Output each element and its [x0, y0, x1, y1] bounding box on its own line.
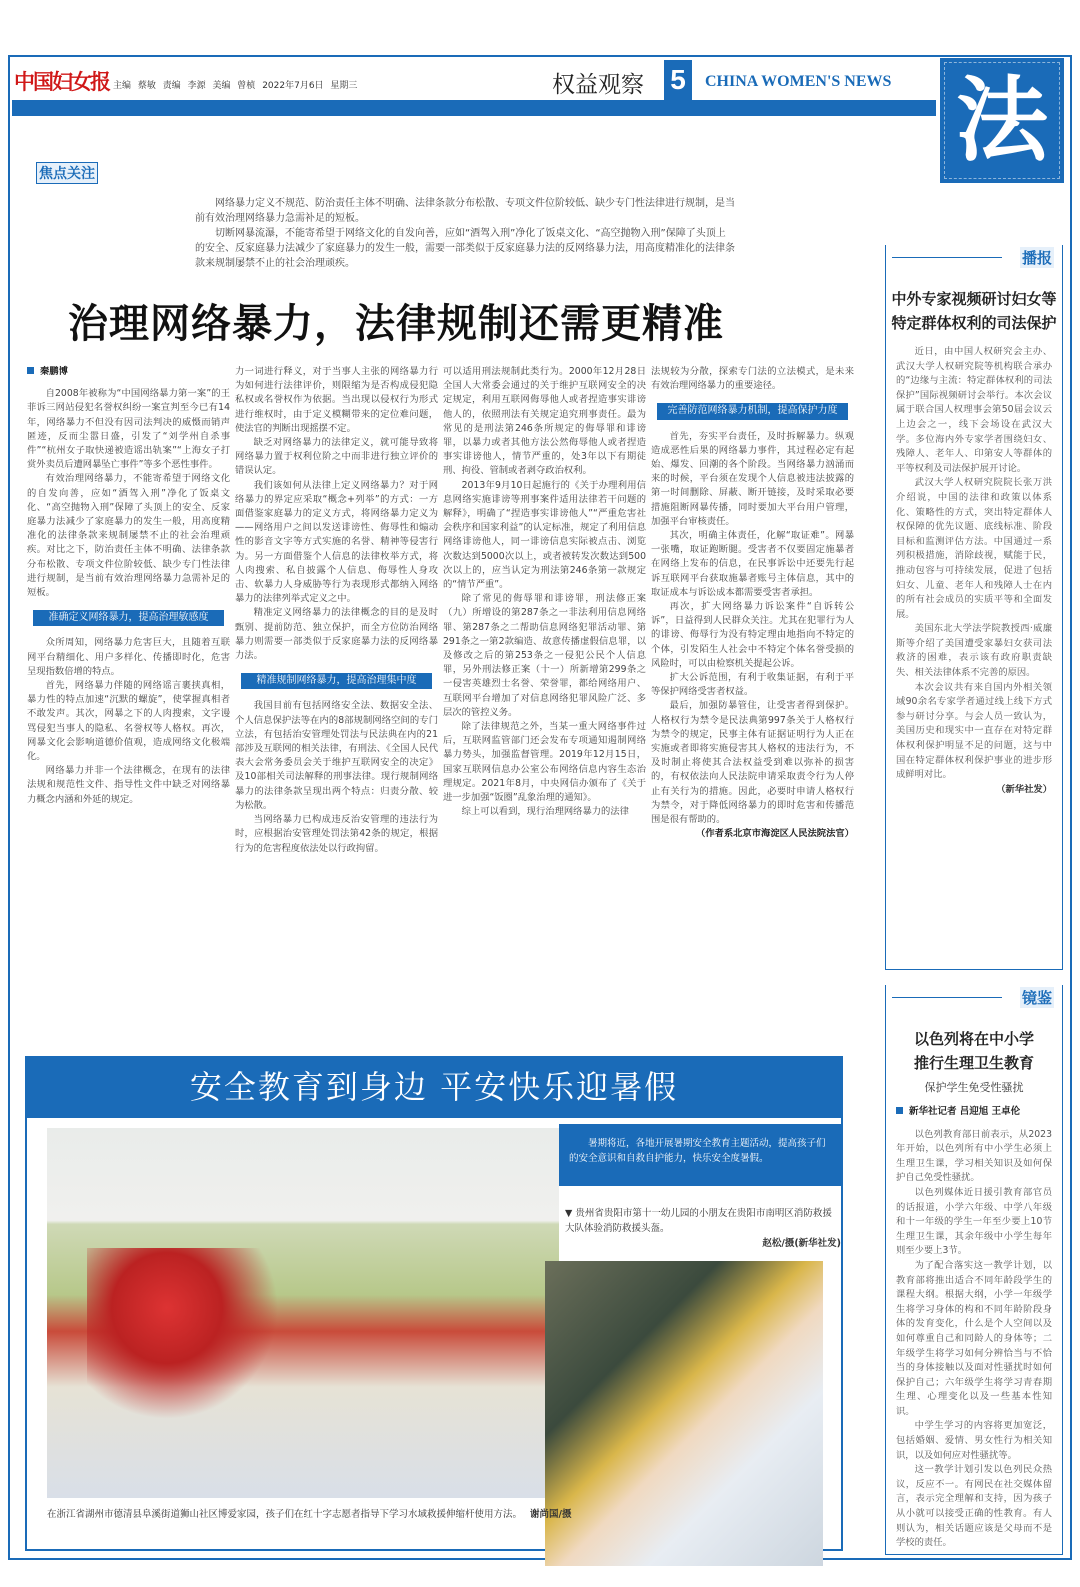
- date: 2022年7月6日: [262, 81, 324, 91]
- photo-rescue-pole-training: [47, 1128, 559, 1498]
- photo1-caption: [47, 1506, 572, 1520]
- paragraph: 本次会议共有来自国内外相关领域90余名专家学者通过线上线下方式参与研讨分享。与会人员一致认为，美国历史和现实中一直存在对特定群体权利保护明显不足的问题，这与中国在特定群体权利保护事业的进步形成鲜明对比。: [896, 681, 1052, 781]
- paragraph: 综上可以看到，现行治理网络暴力的法律: [461, 806, 629, 818]
- paragraph: 武汉大学人权研究院院长张万洪介绍说，中国的法律和政策以体系化、策略性的方式，突出特定群体人权保障的优先议题、底线标准、阶段目标和监测评估方法。中国通过一系列积极措施，消除歧视，赋能于民，推动包容与可持续发展，促进了包括妇女、儿童、老年人和残障人士在内的所有社会成员的实质平等和全面发展。: [896, 477, 1052, 620]
- newspaper-logo: 中国妇女报: [14, 69, 109, 94]
- article-column-2: [235, 365, 438, 1020]
- title-line: 中外专家视频研讨妇女等: [891, 290, 1057, 308]
- brief-body: [886, 335, 1062, 797]
- paragraph: 自2008年被称为“中国网络暴力第一案”的王菲诉三网站侵犯名誉权纠纷一案宣判至今已有14年，网络暴力不但没有因司法判决的威慑而销声匿迹，反而尘嚣日盛，引发了“刘学州自杀事件”“杭州女子取快递被造谣出轨案”“上海女子打赏外卖员后遭网暴坠亡事件”等多个恶性事件。: [27, 388, 230, 471]
- author: 新华社记者 吕迎旭 王卓伦: [896, 1105, 1052, 1120]
- intro-text: 暑期将近，各地开展暑期安全教育主题活动，提高孩子们的安全意识和自救自护能力，快乐安全度暑假。: [569, 1138, 826, 1164]
- caption-text: ▼ 贵州省贵阳市第十一幼儿园的小朋友在贵阳市南明区消防救援大队体验消防救援头盔。: [565, 1208, 832, 1234]
- paragraph: 缺乏对网络暴力的法律定义，就可能导致将网络暴力置于权利位阶之中而非进行独立评价的错误认定。: [235, 437, 438, 477]
- paragraph: 最后，加强防暴管住，让受害者得到保护。人格权行为禁令是民法典第997条关于人格权行为禁令的规定，民事主体有证据证明行为人正在实施或者即将实施侵害其人格权的违法行为，不及时制止将使其合法权益受到难以弥补的损害的，有权依法向人民法院申请采取责令行为人停止有关行为的措施。因此，必要时申请人格权行为禁令，对于降低网络暴力的即时危害和传播范围是很有帮助的。: [651, 700, 854, 826]
- title-line: 特定群体权利的司法保护: [891, 314, 1057, 332]
- paragraph: 我们该如何从法律上定义网络暴力？对于网络暴力的界定应采取“概念+列举”的方式：一方面借鉴家庭暴力的定义方式，将网络暴力定义为——网络用户之间以发送诽谤性、侮辱性和煽动性的影音文字等方式实施的名誉、精神等侵害行为。另一方面借鉴个人信息的法律枚举方式，将人肉搜索、私自披露个人信息、侮辱性人身攻击、软暴力人身威胁等行为表现形式都纳入网络暴力的法律列举式定义之中。: [235, 479, 438, 605]
- paragraph: 首先，夯实平台责任，及时拆解暴力。纵观造成恶性后果的网络暴力事件，其过程必定有起始、爆发、回潮的各个阶段。当网络暴力汹涌而来的时候，平台须在发现个人信息被违法披露的第一时间删除、屏蔽、断开链接，及时采取必要措施阻断网暴传播，同时要加大平台用户管理，加强平台审核责任。: [651, 430, 854, 527]
- mirror-subtitle: 保护学生免受性骚扰: [924, 1081, 1024, 1094]
- photo2-caption: [565, 1206, 841, 1251]
- sidebar-brief: [885, 245, 1063, 970]
- paragraph: 力一词进行释义，对于当事人主张的网络暴力行为如何进行法律评价，则限缩为是否构成侵犯隐私权或名誉权作为依据。当出现以侵权行为形式进行维权时，由于定义模糊带来的定位难问题，使法官的判断出现摇摆不定。: [235, 366, 438, 434]
- divider: [892, 997, 1002, 998]
- masthead-meta: [113, 78, 357, 91]
- paragraph: 除了常见的侮辱罪和诽谤罪，刑法修正案（九）所增设的第287条之一非法利用信息网络罪、第287条之二帮助信息网络犯罪活动罪、第291条之一第2款编造、故意传播虚假信息罪，以及修改之后的第253条之一侵犯公民个人信息罪，另外刑法修正案（十一）所新增第299条之一侵害英雄烈士名誉、荣誉罪，都给网络用户、互联网平台增加了对信息网络犯罪风险广泛、多层次的管控义务。: [443, 593, 646, 718]
- paragraph: 众所周知，网络暴力危害巨大，且随着互联网平台精细化、用户多样化、传播即时化，危害呈现指数倍增的特点。: [27, 637, 230, 677]
- brief-label: 播报: [1021, 249, 1052, 267]
- paragraph: 中学生学习的内容将更加宽泛，包括婚姻、爱情、男女性行为相关知识，以及如何应对性骚扰等。: [896, 1420, 1052, 1461]
- paragraph: 我国目前有包括网络安全法、数据安全法、个人信息保护法等在内的8部规制网络空间的专门立法，有包括治安管理处罚法与民法典在内的21部涉及互联网的相关法律，有刑法、《全国人民代表大会常务委员会关于维护互联网安全的决定》及10部相关司法解释的刑事法律。现行规制网络暴力的法律条款呈现出两个特点：归责分散、较为松散。: [235, 700, 438, 811]
- lead-summary: [195, 196, 735, 271]
- paragraph: 首先，网络暴力伴随的网络谣言裹挟真相，暴力性的特点加速“沉默的螺旋”，使掌握真相者不敢发声。其次，网暴之下的人肉搜索，文字谩骂侵犯当事人的隐私、名誉权等人格权。再次，网暴文化会影响道德价值观，造成网络文化极端化。: [27, 680, 230, 763]
- article-column-4: [651, 365, 854, 1035]
- section-title: 权益观察: [552, 72, 644, 98]
- subheading: 准确定义网络暴力，提高治理敏感度: [33, 610, 224, 626]
- focus-tag: 焦点关注: [36, 162, 98, 184]
- credit: （新华社发）: [996, 783, 1052, 795]
- article-column-1: [27, 365, 230, 1020]
- page-number: 5: [664, 60, 692, 100]
- paragraph: 网络暴力并非一个法律概念，在现有的法律法规和规范性文件、指导性文件中缺乏对网络暴力概念内涵和外延的规定。: [27, 765, 230, 805]
- subheading: 精准规制网络暴力，提高治理集中度: [241, 673, 432, 689]
- title-line: 以色列将在中小学: [913, 1030, 1034, 1048]
- photo-credit: 谢尚国/摄: [530, 1509, 572, 1520]
- author-byline: （作者系北京市海淀区人民法院法官）: [695, 828, 854, 840]
- title-line: 推行生理卫生教育: [913, 1054, 1034, 1072]
- main-headline: 治理网络暴力，法律规制还需更精准: [68, 300, 724, 347]
- brief-title: [886, 287, 1062, 335]
- paragraph: 扩大公诉范围，有利于收集证据，有利于平等保护网络受害者权益。: [651, 672, 854, 698]
- caption-text: 在浙江省湖州市德清县阜溪街道狮山社区博爱家园，孩子们在红十字志愿者指导下学习水域救援伸缩杆使用方法。: [47, 1509, 523, 1520]
- section-char-badge: 法: [940, 58, 1064, 183]
- editors: 主编 蔡敏 责编 李源 美编 曾桢: [113, 81, 256, 91]
- paragraph: 有效治理网络暴力，不能寄希望于网络文化的自发向善，应如“酒驾入刑”净化了饭桌文化、“高空抛物入刑”保障了头顶上的安全、反家庭暴力法减少了家庭暴力的发生一般，用高度精准化的法律条款来规制屡禁不止的社会治理顽疾。对比之下，防治责任主体不明确、法律条款分布松散、专项文件位阶较低、缺少专门性法律进行规制，是当前有效治理网络暴力急需补足的短板。: [27, 473, 230, 599]
- paragraph: 可以适用刑法规制此类行为。2000年12月28日全国人大常委会通过的关于维护互联网安全的决定规定，利用互联网侮辱他人或者捏造事实诽谤他人的，依照刑法有关规定追究刑事责任。最为常见的是刑法第246条所规定的侮辱罪和诽谤罪，以暴力或者其他方法公然侮辱他人或者捏造事实诽谤他人，情节严重的，处3年以下有期徒刑、拘役、管制或者剥夺政治权利。: [443, 366, 646, 477]
- paragraph: 当网络暴力已构成违反治安管理的违法行为时，应根据治安管理处罚法第42条的规定，根据行为的危害程度依法处以行政拘留。: [235, 814, 438, 854]
- lead-paragraph: 网络暴力定义不规范、防治责任主体不明确、法律条款分布松散、专项文件位阶较低、缺少专门性法律进行规制，是当前有效治理网络暴力急需补足的短板。: [195, 198, 735, 224]
- paragraph: 除了法律规范之外，当某一重大网络事件过后，互联网监管部门还会发布专项通知遏制网络暴力势头，加强监督管理。2019年12月15日，国家互联网信息办公室公布网络信息内容生态治理规定。2021年8月，中央网信办颁布了《关于进一步加强“饭圈”乱象治理的通知》。: [443, 721, 646, 804]
- feature-title: 安全教育到身边 平安快乐迎暑假: [27, 1056, 841, 1118]
- paragraph: 美国东北大学法学院教授西·威廉斯等介绍了美国遭受家暴妇女获司法救济的困难，表示该有政府职责缺失、相关法律体系不完善的原因。: [896, 623, 1052, 679]
- article-column-3: [443, 365, 646, 1020]
- paragraph: 法规较为分散，探索专门法的立法模式，是未来有效治理网络暴力的重要途径。: [651, 366, 854, 392]
- english-title: CHINA WOMEN'S NEWS: [705, 73, 892, 90]
- photo-feature: [25, 1056, 843, 1551]
- paragraph: 精准定义网络暴力的法律概念的目的是及时甄别、提前防范、独立保护，而全方位防治网络暴力则需要一部类似于反家庭暴力法的反网络暴力法。: [235, 607, 438, 662]
- sidebar-mirror: [885, 985, 1063, 1555]
- photo-fire-helmet-child: [545, 1261, 823, 1566]
- author: 秦鹏博: [27, 365, 230, 379]
- paragraph: 以色列教育部日前表示，从2023年开始，以色列所有中小学生必须上生理卫生课，学习相关知识及如何保护自己免受性骚扰。: [896, 1128, 1052, 1184]
- mirror-label: 镜鉴: [1021, 989, 1052, 1007]
- paragraph: 以色列媒体近日援引教育部官员的话报道，小学六年级、中学八年级和十一年级的学生一年至少要上10节生理卫生课，其余年级中小学生每年则至少要上3节。: [896, 1186, 1052, 1257]
- paragraph: 这一教学计划引发以色列民众热议，反应不一。有网民在社交媒体留言，表示完全理解和支持，因为孩子从小就可以接受正确的性教育。有人则认为，相关话题应该是父母而不是学校的责任。: [896, 1464, 1052, 1549]
- weekday: 星期三: [330, 81, 358, 91]
- paragraph: 其次，明确主体责任，化解“取证难”。网暴一张嘴，取证跑断腿。受害者不仅要固定施暴者在网络上发布的信息，在民事诉讼中还要先行起诉互联网平台获取施暴者账号主体信息，其中的取证成本与诉讼成本都需要受害者承担。: [651, 530, 854, 598]
- photo-credit: 赵松/摄(新华社发): [762, 1238, 841, 1249]
- paragraph: 2013年9月10日起施行的《关于办理利用信息网络实施诽谤等刑事案件适用法律若干问题的解释》，明确了“捏造事实诽谤他人”“严重危害社会秩序和国家利益”的认定标准，规定了利用信息网络诽谤他人，同一诽谤信息实际被点击、浏览次数达到5000次以上，或者被转发次数达到500次以上的，应当认定为刑法第246条第一款规定的“情节严重”。: [443, 479, 646, 591]
- mirror-body: [886, 1095, 1062, 1551]
- feature-intro: [559, 1124, 841, 1186]
- mirror-title: [886, 1027, 1062, 1075]
- masthead-band: [12, 100, 936, 116]
- paragraph: 近日，由中国人权研究会主办、武汉大学人权研究院等机构联合承办的“边缘与主流：特定群体权利的司法保护”国际视频研讨会举行。本次会议属于联合国人权理事会第50届会议云上边会之一，线下会场设在武汉大学。多位海内外专家学者围绕妇女、残障人、老年人、印第安人等群体的平等权利及司法保护展开讨论。: [896, 346, 1052, 474]
- divider: [892, 257, 1002, 258]
- paragraph: 再次，扩大网络暴力诉讼案件“自诉转公诉”，日益得到人民群众关注。尤其在犯罪行为人的诽谤、侮辱行为没有特定理由地指向不特定的个体，引发陌生人社会中不特定个体名誉受损的风险时，可以由检察机关提起公诉。: [651, 601, 854, 669]
- lead-paragraph: 切断网暴流瀑，不能寄希望于网络文化的自发向善，应如“酒驾入刑”净化了饭桌文化、“高空抛物入刑”保障了头顶上的安全、反家庭暴力法减少了家庭暴力的发生一般，需要一部类似于反家庭暴力法的反网络暴力法，用高度精准化的法律条款来规制屡禁不止的社会治理顽疾。: [195, 228, 735, 269]
- subheading: 完善防范网络暴力机制，提高保护力度: [657, 403, 848, 419]
- paragraph: 为了配合落实这一教学计划，以教育部将推出适合不同年龄段学生的课程大纲。根据大纲，小学一年级学生将学习身体的构和不同年龄阶段身体的发育变化，什么是个人空间以及如何尊重自己和同龄人的身体等；二年级学生将学习如何分辨恰当与不恰当的身体接触以及面对性骚扰时如何保护自己；六年级学生将学习青春期生理、心理变化以及一些基本性知识。: [896, 1259, 1052, 1417]
